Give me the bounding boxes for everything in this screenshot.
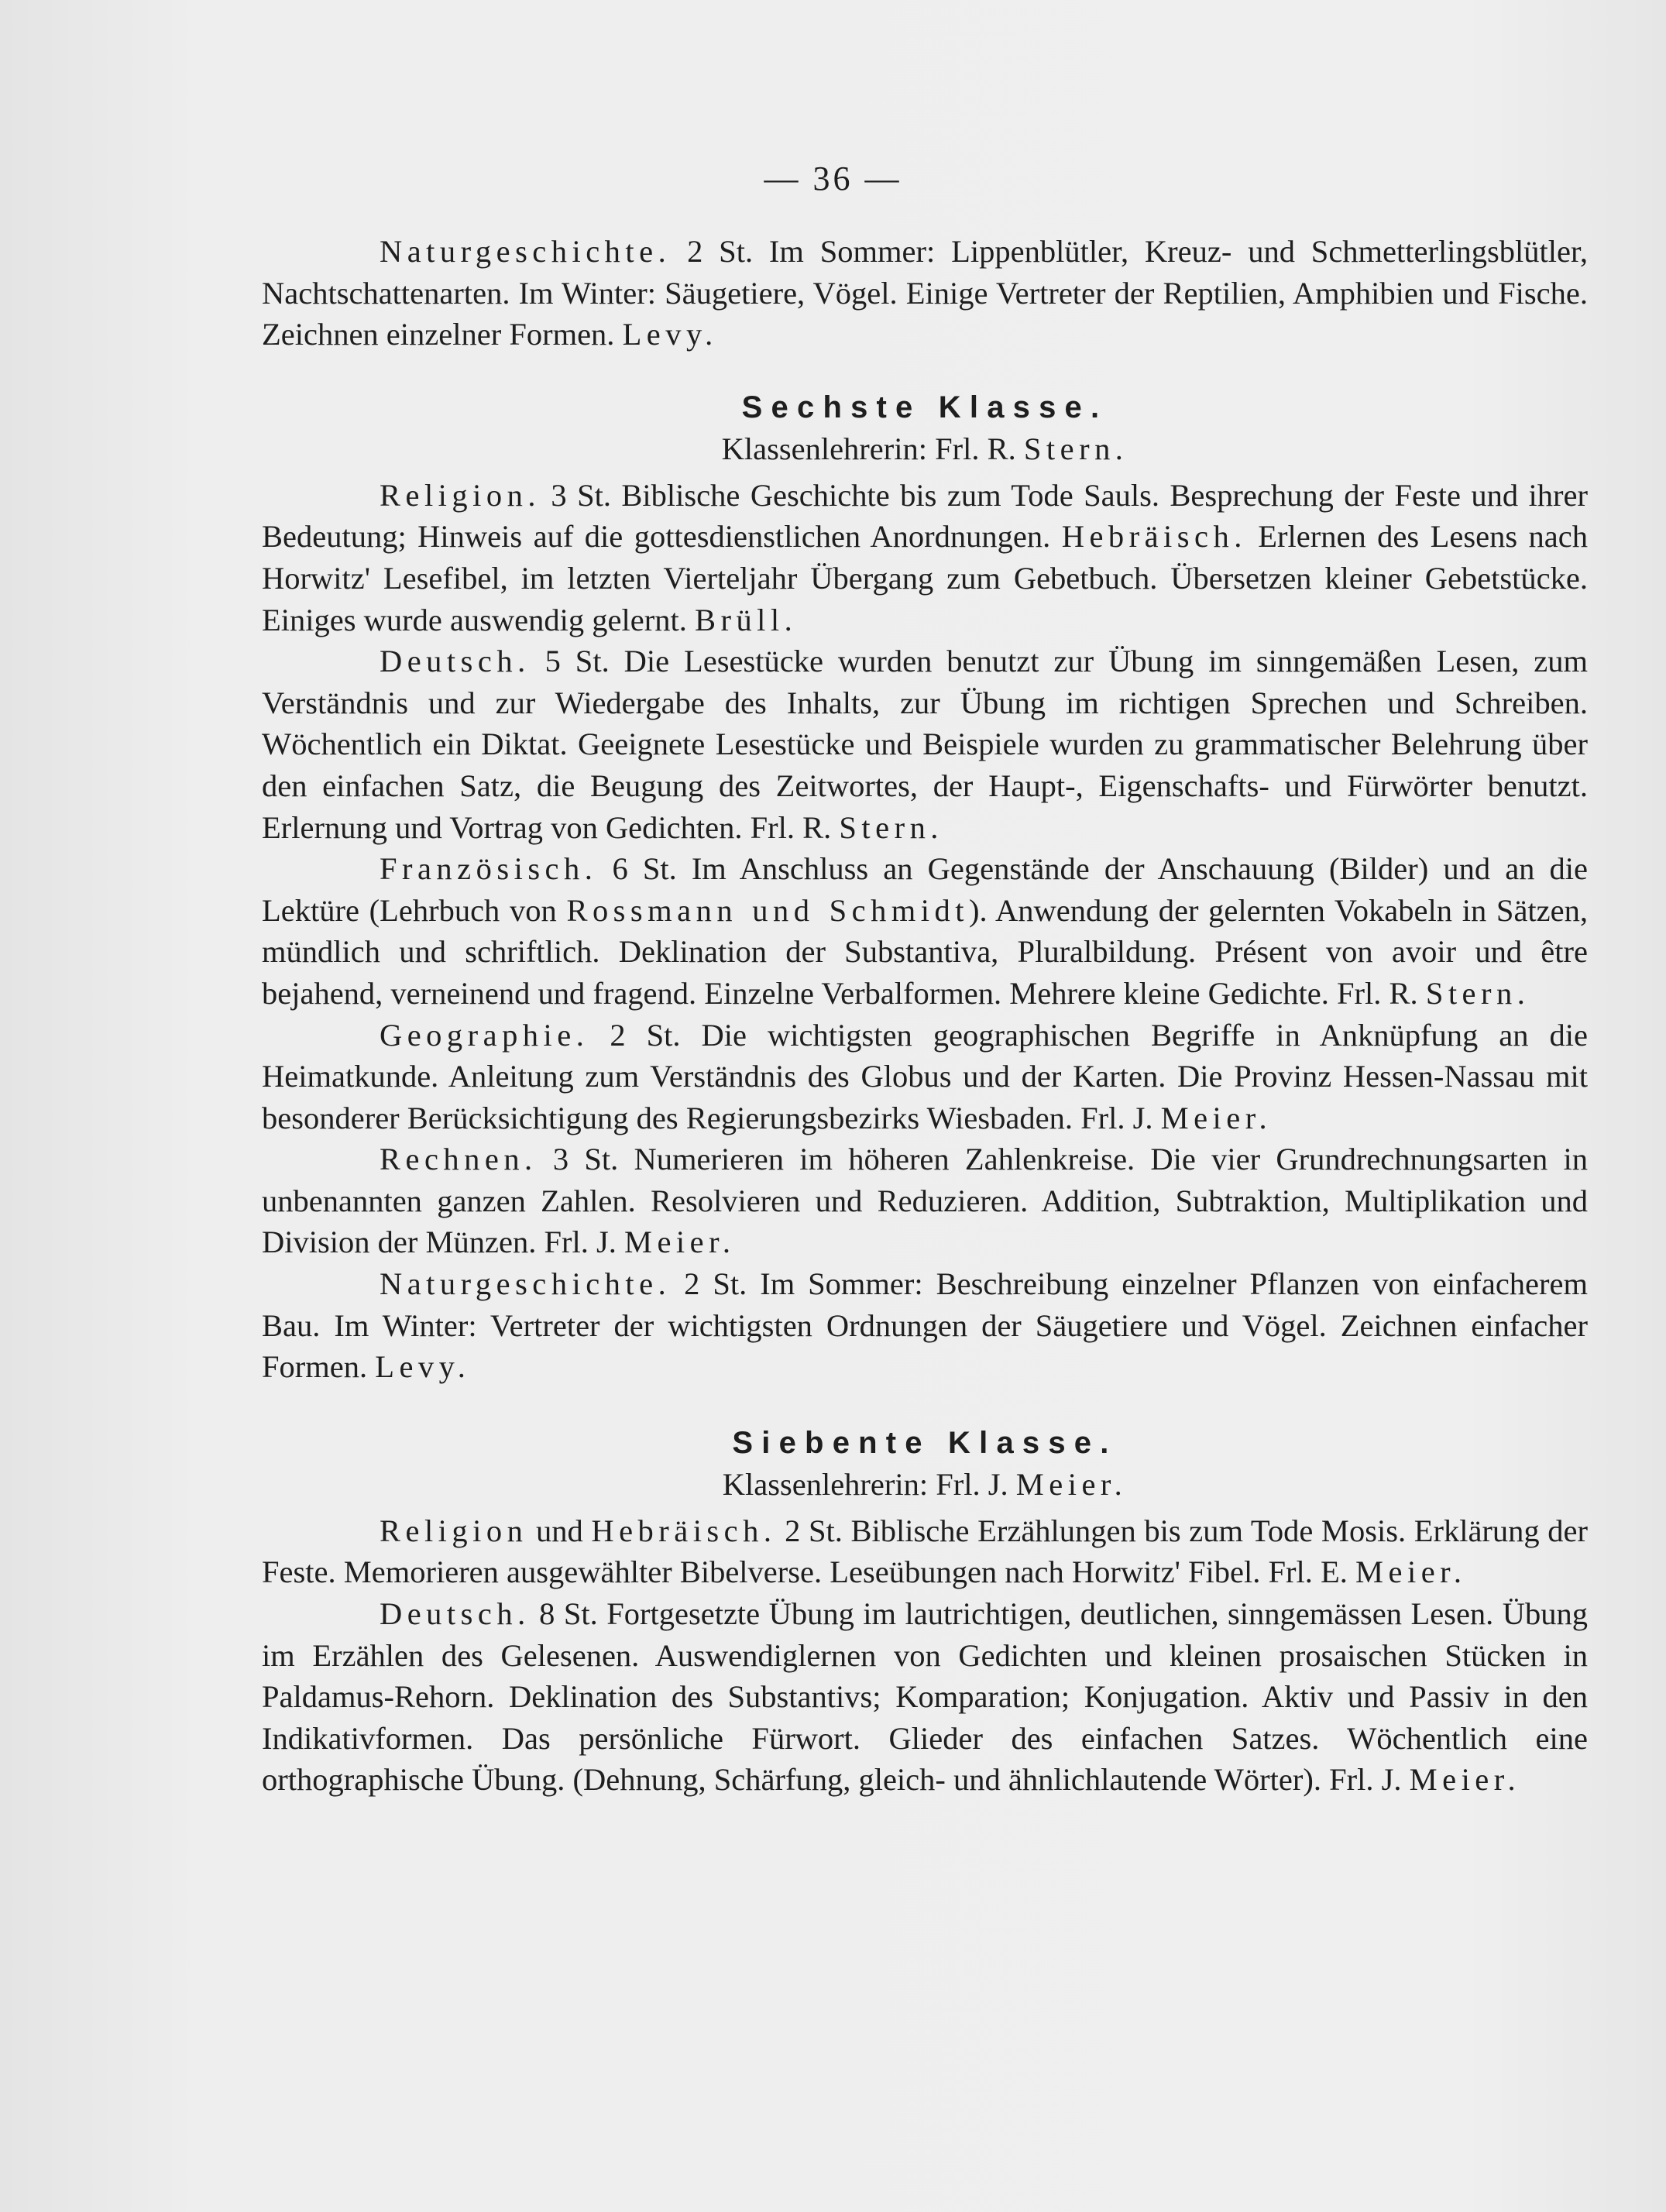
paragraph-text: 2 St. Biblische Erzählungen bis zum Tode Mosis. Erklärung der Feste. Memorieren ausgewählter Bibelverse. Leseübungen nach Horwitz' Fibel. Frl. E. — [262, 1513, 1589, 1590]
textbook-author: Rossmann und Schmidt — [566, 892, 969, 928]
paragraph-text: 2 St. Im Sommer: Beschreibung einzelner Pflanzen von einfacherem Bau. Im Winter: Vertreter der wichtigsten Ordnungen der Säugetiere und Vögel. Zeichnen einfacher Formen. — [262, 1266, 1588, 1385]
paragraph-text: 6 St. Im Anschluss an Gegenstände der Anschauung (Bilder) und an die Lektüre (Lehrbuch von — [262, 851, 1588, 928]
paragraph-geographie — [262, 1015, 1588, 1139]
subject-name: Religion. — [380, 477, 541, 513]
class-teacher-line — [262, 1464, 1588, 1506]
subject-name: Naturgeschichte. — [380, 1266, 672, 1302]
paragraph-text: 2 St. Im Sommer: Lippenblütler, Kreuz- und Schmetterlingsblütler, Nachtschattenarten. Im Winter: Säugetiere, Vögel. Einige Vertreter der Reptilien, Amphibien und Fische. Zeichnen einzelner Formen. — [262, 234, 1588, 352]
subject-name: Französisch. — [380, 851, 598, 887]
body-text — [262, 231, 1588, 1801]
teacher-name: Meier. — [1160, 1100, 1273, 1135]
subject-name: Geographie. — [380, 1017, 589, 1053]
paragraph-text: 8 St. Fortgesetzte Übung im lautrichtigen, deutlichen, sinngemässen Lesen. Übung im Erzählen des Gelesenen. Auswendiglernen von Gedichten und kleinen prosaischen Stücken in Paldamus-Rehorn. Deklination des Substantivs; Komparation; Konjugation. Aktiv und Passiv in den Indikativformen. Das persönliche Fürwort. Glieder des einfachen Satzes. Wöchentlich eine orthographische Übung. (Dehnung, Schärfung, gleich- und ähnlichlautende Wörter). Frl. J. — [262, 1596, 1588, 1798]
subject-name: Deutsch. — [380, 644, 531, 679]
section-heading-siebente-klasse: Siebente Klasse. — [732, 1425, 1118, 1460]
teacher-name: Stern. — [839, 809, 943, 845]
paragraph-deutsch — [262, 641, 1588, 848]
class-teacher-line — [262, 428, 1588, 470]
subject-name: Rechnen. — [380, 1142, 538, 1177]
teacher-name: Meier. — [1015, 1466, 1128, 1502]
teacher-name: Meier. — [1355, 1554, 1467, 1590]
paragraph-text: 3 St. Numerieren im höheren Zahlenkreise. Die vier Grundrechnungsarten in unbenannten ganzen Zahlen. Resolvieren und Reduzieren. Addition, Subtraktion, Multiplikation und Division der Münzen. Frl. J. — [262, 1142, 1588, 1260]
subject-name: Naturgeschichte. — [380, 234, 672, 269]
teacher-name: Levy. — [622, 317, 718, 352]
subject-name: Religion — [380, 1513, 528, 1548]
teacher-name: Stern. — [1425, 975, 1530, 1011]
paragraph-naturgeschichte — [262, 1263, 1588, 1388]
paragraph-text: und — [527, 1513, 592, 1548]
paragraph-religion — [262, 475, 1588, 641]
teacher-name: Meier. — [623, 1224, 736, 1260]
class-teacher-label: Klassenlehrerin: Frl. J. — [722, 1466, 1016, 1502]
paragraph-text: ). Anwendung der gelernten Vokabeln in Sätzen, mündlich und schriftlich. Deklination der Substantiva, Pluralbildung. Présent von avoir und être bejahend, verneinend und fragend. Einzelne Verbalformen. Mehrere kleine Gedichte. Frl. R. — [262, 892, 1588, 1011]
subject-name: Hebräisch. — [1061, 519, 1247, 555]
class-teacher-label: Klassenlehrerin: Frl. R. — [721, 431, 1024, 466]
paragraph-text: Erlernen des Lesens nach Horwitz' Lesefibel, im letzten Vierteljahr Übergang zum Gebetbuch. Übersetzen kleiner Gebetstücke. Einiges wurde auswendig gelernt. — [262, 519, 1588, 637]
paragraph-deutsch — [262, 1593, 1588, 1801]
teacher-name: Meier. — [1409, 1762, 1521, 1798]
subject-name: Deutsch. — [380, 1596, 531, 1632]
teacher-name: Brüll. — [694, 602, 798, 637]
paragraph-naturgeschichte-5 — [262, 231, 1588, 356]
paragraph-franzoesisch — [262, 848, 1588, 1014]
page-number: — 36 — — [764, 160, 902, 198]
teacher-name: Stern. — [1023, 431, 1128, 466]
paragraph-text: 2 St. Die wichtigsten geographischen Begriffe in Anknüpfung an die Heimatkunde. Anleitung zum Verständnis des Globus und der Karten. Die Provinz Hessen-Nassau mit besonderer Berücksichtigung des Regierungsbezirks Wiesbaden. Frl. J. — [262, 1017, 1588, 1135]
section-heading-sechste-klasse: Sechste Klasse. — [741, 390, 1108, 424]
teacher-name: Levy. — [375, 1349, 471, 1385]
subject-name: Hebräisch. — [591, 1513, 777, 1548]
paragraph-rechnen — [262, 1139, 1588, 1263]
paragraph-religion-hebraeisch — [262, 1510, 1588, 1593]
paragraph-text: 3 St. Biblische Geschichte bis zum Tode Sauls. Besprechung der Feste und ihrer Bedeutung; Hinweis auf die gottesdienstlichen Anordnungen. — [262, 477, 1588, 555]
paragraph-text: 5 St. Die Lesestücke wurden benutzt zur Übung im sinngemäßen Lesen, zum Verständnis und zur Wiedergabe des Inhalts, zur Übung im richtigen Sprechen und Schreiben. Wöchentlich ein Diktat. Geeignete Lesestücke und Beispiele wurden zu grammatischer Belehrung über den einfachen Satz, die Beugung des Zeitwortes, der Haupt-, Eigenschafts- und Fürwörter benutzt. Erlernung und Vortrag von Gedichten. Frl. R. — [262, 644, 1588, 845]
